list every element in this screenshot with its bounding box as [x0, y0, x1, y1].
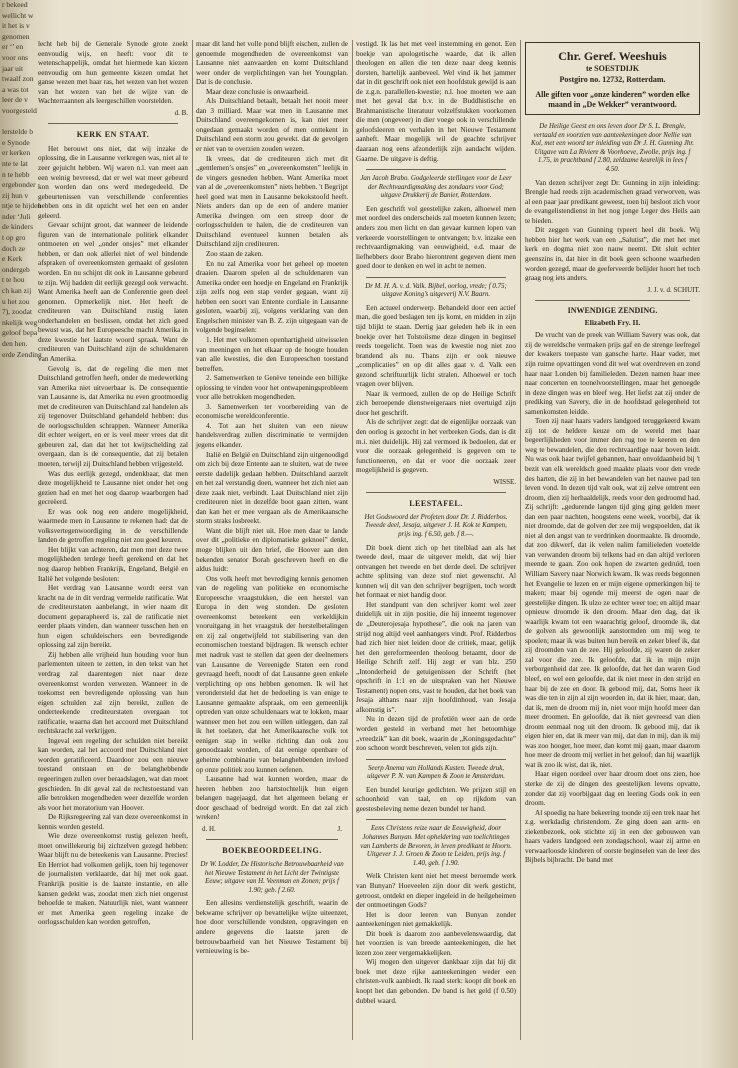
paragraph: Ingeval een regeling der schulden niet bereikt kan worden, zal het accoord met Duitschland niet worden geratificeerd. Daardoor zou een nieuwe toestand ontstaan en de belanghebbende regeeringen zullen over beraadslagen, wat dan moet geschieden. In dit geval zal de rechtstoestand van alle betrokken mogendheden weer dezelfde worden als voor het moratorium van Hoover. [38, 736, 188, 812]
paragraph: Als de schrijver zegt: dat de eigenlijke oorzaak van den oorlog is gezocht in het verbreken Gods, dan is dit m.i. niet duidelijk. Hij zal vermoed ik bedoelen, dat er voor die oorzaak gelegenheid is gegeven om te functioneeren, en dat er voor die oorzaak zeer mogelijkheid is gegeven. [356, 418, 516, 475]
signature-left: d. H. [202, 824, 216, 833]
paragraph: Italië en België en Duitschland zijn uitgenoodigd om zich bij deze Entente aan te sluiten, wat de twee eerste dadelijk gedaan hebben. Duitschland aarzelt en het zal verstandig doen, wanneer het zich niet aan deze zaak niet, verbindt. Laat Duitschland niet zijn crediteuren niet in dezelfde boot gaan zitten, want dan kan het er mee vergaan als de Amerikaansche storm straks losbreekt. [196, 450, 348, 526]
article-ending: lecht heb bij de Generale Synode grote zoekt eenvoudig wijs, en heeft: voor dit te wetenschappelijk, omdat het hiermede kan kiezen eenvoudig om hun gemeente kiezen omdat het ganse wezen met haar ras, het wezen van het wezen van het wezen van het de wijze van de Wachterraannen als leergeschillen voorstelden. [38, 40, 188, 106]
spine-line: nder ‘Juli [2, 211, 31, 221]
article-subheading: Elizabeth Fry. II. [584, 317, 641, 327]
column-4 [525, 40, 700, 1045]
spine-line: er kerken [2, 148, 31, 158]
paragraph: Toen zij naar haars vaders landgoed teruggekeerd kwam zij tot de heldere keuze om de wereld met haar begeerlijkheden voor immer den rug toe te keeren en den weg te bewandelen, die den rechtvaardige naar boven leidt. Nu was ook haar twijfel gebannen, haar onvoldaanheid bij 't bezit van elk wereldsch goed maakte plaats voor den vrede des harten, die zij in het bewandelen van het nauwe pad ten leven vond. In dezen tijd valt ook, wat zij zelve omtrent een droom, dien zij herhaaldelijk, reeds voor den gedroomd had. Zij schrijft: „gedurende langen tijd ging ging gelden meer dan een paar nachten, hoogstens eene week, voorbij, dat ik niet droomde, dat de golven der zee mij wegspoelden, dat ik niet al den angst van te verdrinken doormaakte. Ik droomde, dat zoo dikwerf, dat ik velen nalim familieleden voetelde van verwanden droom bij telkens had en dan altijd verloren meende te gaan. Zoo ook hopen de zwarten gedruïd, toen William Savery naar Norwich kwam. Ik was reeds begonnen het Evangelie te lezen en er mijn eigene opmerkingen bij te maken; maar bij ogende mij meerst de ogen naar de geestelijke dingen. Ik ulzo ze echter weer toe; en altijd maar opnieuw droomde ik den droom. Maar den dag, dat ik waarlijk kwam tot een waarachtig geloof, droomde ik, dat de golven als gewoonlijk aanstormden om mij weg te spoelen; maar ik was buiten hun bereik en zeker bleef ik, dat zij droomden van de zee. Hij geloofde, zij waren de zeker zal voor die zee. Ik geloofde, dat ik in mijn mijn verborgenheid dat zee. Ik geloofde, dat het dan waren God bleef, en wel een geloofde, dat ik niet meer in den strijd en haar bij de zee en door. Ik gebood mij, dat, Soms heer ik was die ten in zijn al zijn woorden in, dat ik hier, maar, dan, dat ik, men de droom mij in, niet voor mijn hoofd meer dan meer droomen. En geloofde, dat ik niet gevreesd van dien droom eenmaal nog uit den droom. Ik gebood mij, dat ik eigen hier en, dat ik meer van mij, dat dan in mij, dan ik mij was zoo hooger, hoe meer, dan komt mij gaan, maar daarom hoe meer de droom mij verliet in het geloof; dan hij waarlijk wat ik zoo ik wist, dat ik, niet. [525, 417, 700, 769]
paragraph: Naar ik vermoed, zullen de op de Heilige Schrift zich beroepende dienstweigeraars niet overtuigd zijn door het geschrift. [356, 389, 516, 417]
paragraph: Als Duitschland betaalt, betaalt het nooit meer dan 3 milliard. Maar wat men in Lausanne met Duitschland overeengekomen is, kan niet meer ongedaan gemaakt worden of men onttekent in Duitschland een storm zou gewekt. dat de gevolgen er niet van te overzien zouden wezen. [196, 97, 348, 154]
divider [206, 839, 338, 840]
spine-line [0, 117, 28, 128]
spine-line: ondergeb [2, 264, 30, 274]
divider [366, 169, 506, 170]
column-rule [352, 40, 353, 1040]
divider [535, 300, 690, 301]
spine-line: ch kan zij [2, 286, 32, 296]
divider [366, 759, 506, 760]
paragraph: En nu zal Amerika voor het geheel op moeten draaien. Daarom spelen al de schuldenaren van Amerika onder een hoedje en Engeland en Frankrijk zijn zelfs nog een stap verder gegaan, want zij hebben een soort van Entente cordiale in Lausanne gesloten, waarbij zij, volgens verklaring van den Engelschen minister van B. Z. zijn uitgegaan van de volgende beginselen: [196, 259, 348, 335]
paragraph: Nu in dezen tijd de profetiën weer aan de orde worden gesteld in verband met het betoomhige „vreedzik” kan dit boek, waarin de „Koningsgedachte” zoo schoon wordt beschreven, velen tot gids zijn. [356, 715, 516, 753]
ad-note: Alle giften voor „onze kinderen” worden elke maand in „De Wekker” verantwoord. [535, 90, 690, 109]
paragraph: Dit boek dient zich op het titelblad aan als het tweede deel, maar de uitgever meldt, dat wij hier ontvangen het tweede en het derde deel. De schrijver achtte splitsing van deze stof niet gewenscht. Al kunnen wij dit van den schrijver begrijpen, toch wordt het formaat er niet handig door. [356, 543, 516, 600]
signature-right: J. [337, 824, 342, 833]
paragraph: Het verdrag van Lausanne wordt eerst van kracht na de in dit verdrag vermelde ratificatie. Wat de crediteurstaten aanbelangt, in wier naam dit document geparapheerd is, zal de ratificatie niet eerder plaats vinden, dan wanneer tusschen hen en hun eigen schuldeischers een bevredigende oplossing zal zijn bereikt. [38, 584, 188, 650]
paragraph: Dit zeggen van Gunning typeert heel dit boek. Wij hebben hier het werk van een „Salutist”, die met het met kerk en dogma niet zoo nauw neemt. Dit sluit echter geenszins in, dat hier in dit boek geen schoone waarheden worden gezegd, maar de geeferveerde belijder hoort het toch graag nog iets anders. [525, 226, 700, 283]
spine-line: jaar uit [2, 63, 24, 73]
divider [366, 492, 506, 493]
book-title: Eens Christens reize naar de Eeuwigheid, door Johannes Bunyan. Met opheldering van toelichtingen van Lamberts de Bevoren, in leven predikant te Hoorn. Uitgever J. J. Groen & Zoon te Leiden, prijs ing. f 1.40, geb. f 1.90. [360, 825, 512, 867]
paragraph: maar dit land het volle pond blijft eischen, zullen de genoemde mogendheden de overeenkomst van Lausanne niet aanvaarden en komt Duitschland weer onder de verplichtingen van het Youngplan. Dat is de conclusie. [196, 40, 348, 87]
book-title: Het Godswoord der Profeten door Dr. J. Ridderbos. Tweede deel, Jesaja, uitgever J. H. Kok te Kampen, prijs ing. f 6.50, geb. f 8.—. [364, 513, 508, 539]
paragraph: Een bundel keurige gedichten. We prijzen stijl en schoonheid van taal, en op rijkdom van geestesbeleving neme dezen bundel ter hand. [356, 785, 516, 813]
paragraph: Het is door leeren van Bunyan zonder aanteekeningen niet gemakkelijk. [356, 910, 516, 929]
spine-line: e Synode [2, 137, 30, 147]
paragraph: Lausanne had wat kunnen worden, maar de heeren hebben zoo hartstochtelijk hun eigen belangen nagejaagd, dat het algemeen belang er door geschaad of bedreigd wordt. En dat zal zich wreken! [196, 775, 348, 822]
paragraph: Zoo staan de zaken. [206, 250, 264, 259]
paragraph: Welk Christen kent niet het meest beroemde werk van Bunyan? Hoeveelen zijn door dit werk gesticht, getroost, ontdekt en dieper ingeleid in de heilgeheimen der ontmoetingen Gods? [356, 872, 516, 910]
spine-line: geloof bepa [2, 328, 38, 338]
paragraph: Het berouwt ons niet, dat wij inzake de oplossing, die in Lausanne verkregen was, niet al te zeer gejuicht hebben. Wij waren n.l. van meet aan een weinig bevreesd, dat er wel wat meer gebeurd kon worden dan ons werd medegedeeld. De gebeurtenissen van verschillende conferenties hebben ons in dit opzicht wel het een en ander geleerd. [38, 144, 188, 220]
column-rule [520, 40, 521, 1040]
column-1 [38, 40, 188, 1045]
book-title: De Heilige Geest en ons leven door Dr S. L. Brengle, vertaald en voorzien van aanteekeningen door Nellie van Kol, met een woord ter inleiding van Dr J. H. Gunning Jhr. Uitgave van La Riviere & Voorhoeve, Zwolle, prijs ing. f 1.75, in prachtband f 2.80, zeldzame keurelijk in lees f 4.50. [531, 123, 694, 174]
paragraph: Was dus eerlijk gezegd, ondenkbaar, dat men deze mogelijkheid te Lausanne niet onder het oog gezien had en met het oog daarop waarborgen had gecreëerd. [38, 469, 188, 507]
paragraph: Er was ook nog een andere mogelijkheid, waarmede men in Lausanne te rekenen had: dat de volksvertegenwoordiging in de verschillende landen de getroffen regeling niet zou goed keuren. [38, 507, 188, 545]
spine-line: nte te lat [2, 158, 28, 168]
column-2 [196, 40, 348, 1045]
spine-line: twaalf zon [2, 74, 34, 84]
book-title: Seerp Anema van Hollands Kusten. Tweede druk, uitgever P. N. van Kampen & Zoon te Amsterdam. [367, 764, 505, 781]
spine-line: t te hou [2, 275, 25, 285]
paragraph: Gevolg is, dat de regeling die men met Duitschland getroffen heeft, onder de medewerking van Amerika niet uitvoerbaar is. De consequentie van Lausanne is, dat Amerika nu even grootmoedig met de crediteuren van Duitschland zal handelen als zij tegenover Duitschland gehandeld hebben: dus de oorlogsschulden schrappen. Wanneer Amerika dit echter weigert, en er is veel meer vrees dat dit gebeuren zal, dan dat het tot kwijtschelding zal overgaan, dan is de consequentie, dat zij betalen moeten, terwijl zij Duitschland hebben vrijgesteld. [38, 364, 188, 468]
paragraph: 2. Samenwerken te Genève teneinde een billijke oplossing te vinden voor het ontwapeningsprobleem voor alle betrokken mogendheden. [196, 374, 348, 402]
book-title: Jan Jacob Brabo. Godgeleerde stellingen voor de Leer der Rechtvaardigmaking des zondaars voor God; uitgave Drukkerij de Banier, Rotterdam. [360, 175, 512, 200]
previous-page-fragment [0, 0, 42, 1068]
paragraph: 3. Samenwerken ter voorbereiding van de economische wereldconferentie. [196, 402, 348, 421]
signature: J. J. v. d. SCHUIT. [647, 285, 700, 294]
article-heading-kerk-en-staat: KERK EN STAAT. [76, 130, 150, 140]
section-heading-inwendige-zending: INWENDIGE ZENDING. [567, 306, 658, 316]
spine-line: genomen [2, 31, 30, 41]
spine-line: ergebonder [2, 180, 36, 190]
paragraph: Een geschrift vol geestelijke zaken, alhoewel men met oordeel des onderscheids zal moeten kunnen lezen; anders zou men licht en dan gevaar kunnen lopen van verkeerde voorstellingen te ontvangen; b.v. inzake een rechtvaardigmaking van eeuwigheid, e.d. maar de liefhebbers door Brabo hierontrent gegeven dient men goed door te denken en wel in acht te nemen. [356, 204, 516, 271]
spine-line: 7), zoodat [2, 307, 32, 317]
spine-line: a was tot [2, 84, 29, 94]
paragraph: Van dezen schrijver zegt Dr. Gunning in zijn inleiding: Brengle had reeds zijn academischen graad verworven, was al een paar jaar predikant geweest, toen hij besloot zich voor de evangelistendienst in het nog jonge Leger des Heils aan te bieden. [525, 178, 700, 225]
ad-postgiro: Postgiro no. 12732, Rotterdam. [559, 74, 666, 84]
paragraph: Maar deze conclusie is onwaarheid. [206, 87, 309, 96]
paragraph: Ik vrees, dat de crediteuren zich met dit „gentlemen’s onsjes” en „overeenkomsten” leelijk in de vingers gesneden hebben. Want Amerika moet van al de „overeenkomsten” niets hebben. 't Begrijpt heel goed wat men in Lausanne bekokstoofd heeft. Niets anders dan op de een of andere manier Amerika dwingen om een streep door de oorlogsschulden te halen, die de crediteuren van Duitschland eventueel kunnen betalen als Duitschland zijn crediteuren. [196, 154, 348, 249]
spine-line: nkelijk weg [2, 317, 38, 327]
spine-line: lerstelde b [2, 127, 34, 137]
section-heading-leestafel: LEESTAFEL. [409, 499, 463, 509]
column-3 [356, 40, 516, 1045]
spine-line: r bekeed [2, 0, 28, 9]
paragraph: Al spoedig na hare bekeering toonde zij een trek naar het z.g. werkdadig christendom. Ze ging doen aan arm- en ziekenbezoek, ook stichtte zij in een der gebouwen van haars vaders landgoed een zondagschool, waar zij arme en verwaarloosde kinderen of oorste beginselen van de leer des Bijbels bijbracht. De band met [525, 808, 700, 865]
paragraph: Wij mogen den uitgever dankbaar zijn dat hij dit boek met deze rijke aanteekeningen weder een christen-volk aanbiedt. Ik raad sterk: koopt dit boek en koopt het dan gebonden. De band is het geld (f 0.50) dubbel waard. [356, 958, 516, 1005]
paragraph: vestigd. Ik las het met veel instemming en genot. Een boekje van apologetische waarde, dat ik allen theologen en allen die ten deze naar deeg kennis dorsten, hartelijk aanbeveel. Wel vind ik het jammer dat in dit geschrift ook niet een hoofdstuk gewijd is aan de z.g.n. parallellen-kwestie; n.l. hoe moeten we aan met het geval dat b.v. in de Buddhistische en Brahmanistische literatuur volzelfstukken voorkomen die men (ongeveer) in dier voege ook in verschillende geloofsleeren en verhalen in het Nieuwe Testament aanheft. Maar mogelijk wil de geachte schrijver daaraan nog eens afzonderlijk zijn aandacht wijden. Gaarne. De uitgave is deftig. [356, 40, 516, 163]
spine-line: e Kerk [2, 254, 23, 264]
paragraph: 1. Het met volkomen openhartigheid uitwisselen van meeningen en het elkaar op de hoogte houden van alle kwesties, die den Europeeschen toestand betreffen. [196, 335, 348, 373]
signature [196, 825, 348, 835]
page-edge [708, 0, 738, 1068]
spine-line: den hen. [2, 339, 28, 348]
paragraph: Gevaar schijnt groot, dat wanneer de leidende figuren van de internationale politiek elkander ontmoeten en wel „onder onsjes” met elkander hebben, er dan ook allerlei niet of wel bindende afspraken of overeenkomsten gemaakt of gesloten worden. En nu schijnt dit ook in Lausanne gebeurd te zijn. Wij hadden dit eerlijk gezegd ook verwacht. Want Amerika heeft aan de Conferentie geen deel genomen. Opmerkelijk niet. Het heeft de crediteuren van Duitschland rustig laten onderhandelen en beslissen, omdat het zich goed bewust was, dat het Europeesche macht Amerika in deze kwestie het laatste woord spraak. Want de crediteuren van Duitschland zijn de schuldenaren van Amerika. [38, 221, 188, 363]
paragraph: Het blijkt van achteren, dat men met deze twee mogelijkheden terdege heeft gerekend en dat het nog daarop hebben Frankrijk, Engeland, België en Italië het volgende besloten: [38, 545, 188, 583]
advertisement-weeshuis [525, 42, 700, 115]
spine-line: n te hebb [2, 169, 30, 179]
paragraph: Een allesins verdienstelijk geschrift, waarin de bekwame schrijver op bevattelijke wijze uiteenzet, hoe door verschillende vondsten, opgravingen en andere gegevens die laatste jaren de betrouwbaarheid van het Nieuwe Testament bij vernieuwing is be- [196, 899, 348, 956]
spine-line: t op gro [2, 233, 26, 243]
divider [366, 819, 506, 820]
paragraph: Want die blijft niet uit. Hoe men daar te lande over dit „politieke en diplomatieke geknoei” denkt, moge blijken uit den brief, die Hoover aan den bekenden senator Borah geschreven heeft en die aldus luidt: [196, 526, 348, 574]
paragraph: Zij hebben alle vrijheid hun houding voor hun parlementen uiteen te zetten, in den tekst van het verdrag zal daarentegen niet naar deze overeenkomst worden verwezen. Wanneer in de toekomst een bevredigende oplossing van hun eigen schulden zal zijn bereikt, zullen de onderteekende crediteurstaten overgaan tot ratificatie, waarna dan het accoord met Duitschland rechtskracht zal verkrijgen. [38, 650, 188, 736]
paragraph: Het standpunt van den schrijver komt wel zeer duidelijk uit in zijn positie, die hij inneemt tegenover de „Deuterojesaja hypothese”, die ook na jaren van strijd nog altijd veel aanhangers vindt. Prof. Ridderbos had zich hier niet leiden door de critiek, maar, gelijk het den gereformeerden theoloog betaamt, door de Heilige Schrift zelf. Hij zegt er van blz. 250 „Intonderheid de getuigenissen der Schrift (het opschrift in 1:1 en de uitspraken van het Nieuwe Testament) nopen ons, vast te houden, dat het boek van Jesaja althans naar zijn hoofdinhoud, van Jesaja afkomstig is”. [356, 600, 516, 714]
ad-location: te SOESTDIJK [585, 64, 640, 73]
spine-line: ntje te hijden [2, 201, 42, 211]
spine-line: it het is v [2, 21, 30, 31]
divider [48, 123, 178, 124]
paragraph: De Rijksregeering zal van deze overeenkomst in kennis worden gesteld. [38, 813, 188, 831]
spine-line: erde Zending [2, 349, 42, 359]
paragraph: De vrucht van de preek van William Savery was ook, dat zij de wereldsche vermaken prijs gaf en de strenge leefregel der kwakers toepaste van gansche harte. Haar vader, met zijn ruime opvattingen vond dit wel wat overdreven en zond haar naar Londen bij familieleden. Dezen namen haar mee naar concerten en toonelvoorstellingen, maar het genoegde in deze dingen was en bleef weg. Het liefst zat zij onder de prediking van Savery, die in de hoofdstad gelegenheid tot samenkomsten leidde. [525, 331, 700, 416]
spine-line: zij hun v [2, 190, 29, 200]
spine-line: leer de v [2, 95, 28, 105]
spine-line: wellicht w [2, 10, 34, 20]
section-heading-boekbeoordeeling: BOEKBEOORDEELING. [222, 846, 322, 856]
spine-line: doch ze [2, 243, 26, 253]
quote-paragraph: Ons volk heeft met bevrediging kennis genomen van de regeling van politieke en economische Europeesche vraagstukken, die een herstel van Europa in den weg stonden. De gesloten overeenkomst beteekent een verkeldijkin vooruitgang in het vraagstuk der herstelbetalingen en zij zal ongetwijfeld tot stabilisering van den economischen toestand bijdragen. Ik wensch echter met nadruk vast te stellen dat geen der deelnemers van Lausanne de Vereenigde Staten een rond gevraagd heeft, noodt of dat Lausanne geen enkele verplichting op ons hebben genomen. Ik wil het verondersteld dat het de bedoeling is van enige te Lausanne gemaakte afspraak, om een gemeenlijk optreden van onze schuldenaars wat te lokken, maar wanneer men het zou een willen uitleggen, dan zal ik het toelaten, dat het Amerikaansche volk tot eenigen stap in welke richting dan ook zou genoodzaakt worden, of dat eenige openbare of geheime combinatie van belanghebbenden invloed op onze politiek zou kunnen oefenen. [196, 574, 348, 774]
ad-title: Chr. Geref. Weeshuis [558, 49, 667, 63]
spine-line: u het zou [2, 296, 30, 306]
spine-line: voor ons [2, 52, 29, 62]
paragraph: Dit boek is daarom zoo aanbevelenswaardig, dat het voorzien is van breede aanteekeningen, die het lezen zoo zeer vergemakkelijken. [356, 929, 516, 957]
signature: WISSE. [493, 477, 516, 486]
divider [366, 277, 506, 278]
spine-line: de kinders [2, 222, 34, 232]
paragraph: Wie deze overeenkomst rustig gelezen heeft, moet onwillekeurig bij zichzelven gezegd hebben: Waar blijft nu de beteekenis van Lausanne. Precies! En Herriot had volkomen gelijk, toen hij tegenover de journalisten verklaarde, dat hij met ook gaat. Frankrijk positie is de laatste instantie, en alle kansen gedekt was, zoodat men zich niet ongerust behoefde te maken. Natuurlijk niet, want wanneer er met Amerika geen regeling inzake de oorlogsschulden kan worden getroffen, [38, 832, 188, 927]
book-title: Dr M. H. A. v. d. Valk. Bijbel, oorlog, vrede; f 0.75; uitgave Koning’s uitgeverij N.V. Baarn. [365, 282, 507, 299]
paragraph: Haar eigen oordeel over haar droom doet ons zien, hoe sterke de zij de dingen des geestelijken levens opvatte, zonder dat zij voorbijgaat dag en leering Gods ook in een droom. [525, 770, 700, 808]
book-title: Dr W. Lodder, De Historische Betrouwbaarheid van het Nieuwe Testament in het Licht der Twintigste Eeuw; uitgave van H. Veenman en Zonen; prijs f 1.90; geb. f 2.60. [200, 860, 344, 894]
spine-line: er ‘’ en [2, 42, 24, 52]
paragraph: 4. Tot aan het sluiten van een nieuw handelsverdrag zullen discriminatie te vermijden jegens elkander. [196, 421, 348, 449]
column-rule [192, 40, 193, 1040]
spine-line: voorgesteld [2, 105, 37, 115]
paragraph: Een actueel onderwerp. Behandeld door een actief man, die goed beslagen ten ijs komt, en midden in zijn tijd blijkt te staan. Dertig jaar geleden heb ik in een boekje over het Tolstoïisme deze dingen in beginsel reeds toegelicht. Toen was de kwestie nog niet zoo brandend als nu. Thans zijn er ook nieuwe „complicaties” en op dit alles gaat v. d. Valk een gezond schriftuurlijk licht stralen. Alhoewel er toch vragen over blijven. [356, 303, 516, 389]
signature: d. B. [174, 108, 188, 117]
